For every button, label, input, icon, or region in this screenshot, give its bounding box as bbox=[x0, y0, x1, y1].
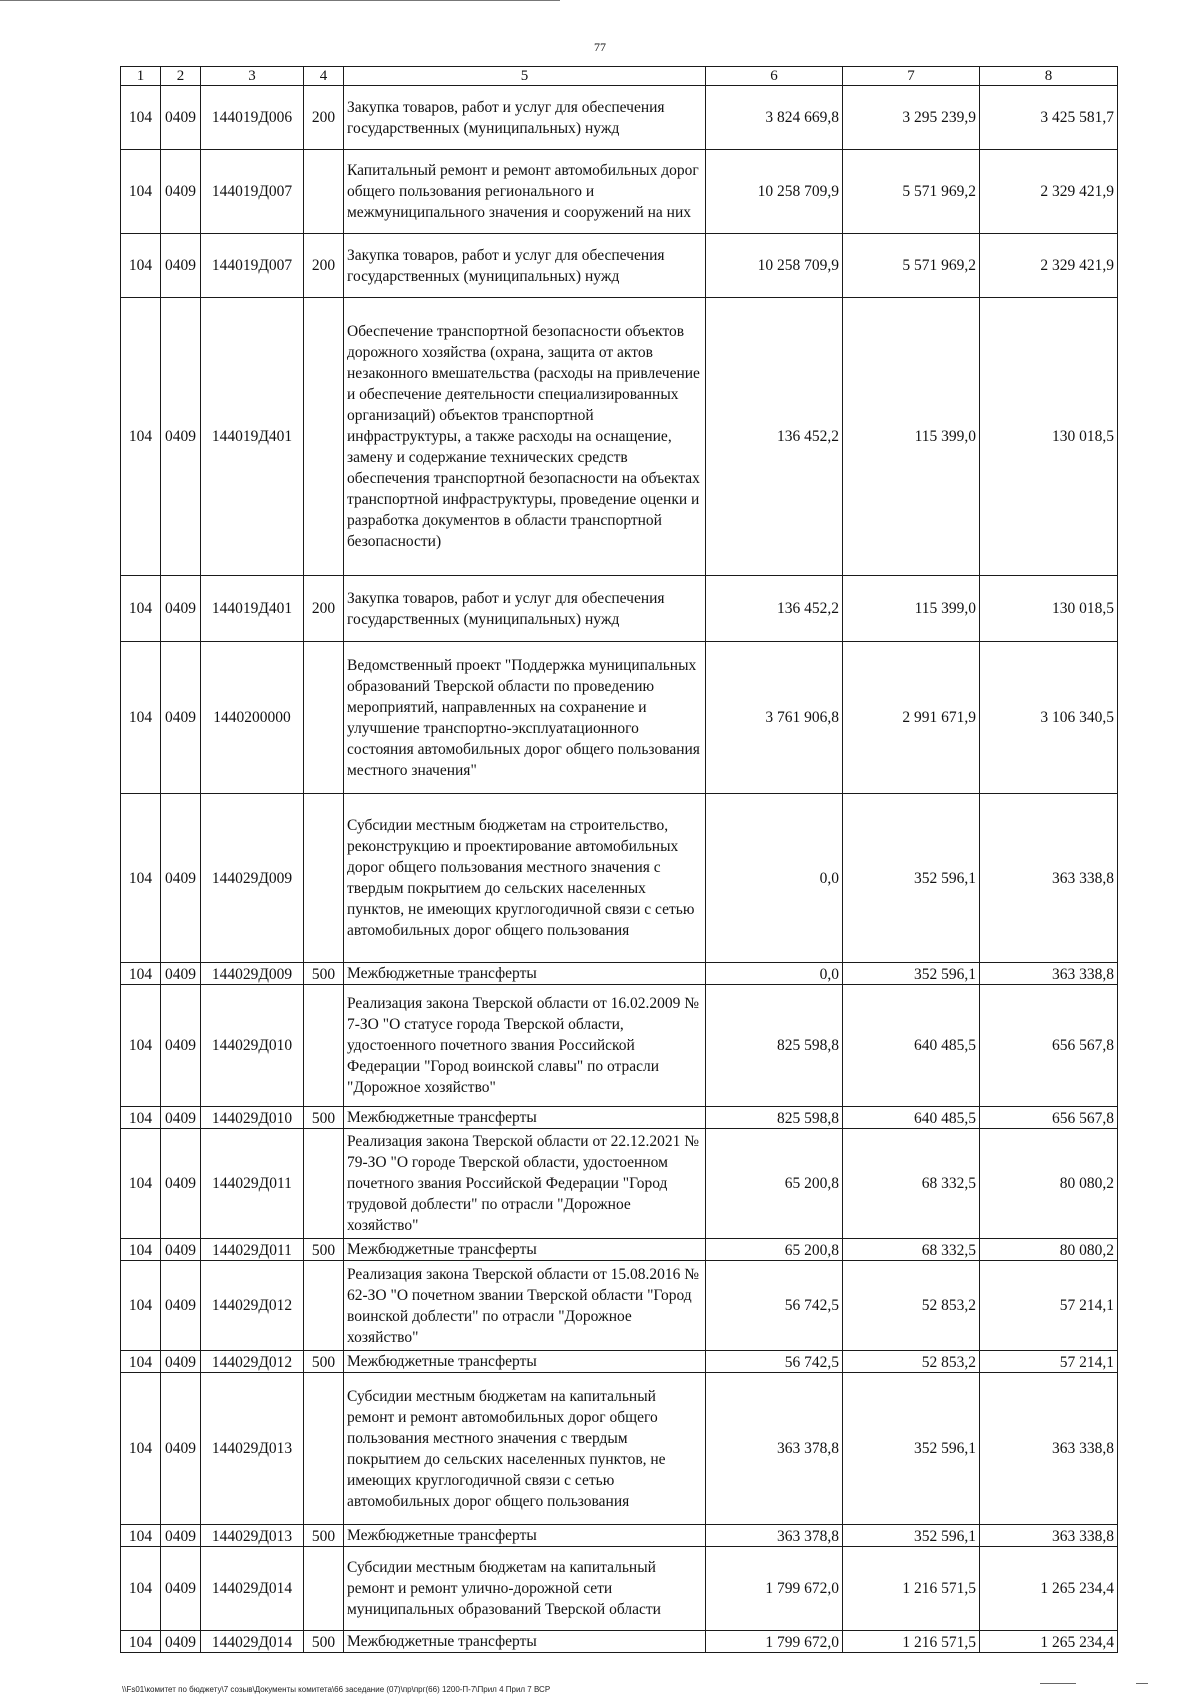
table-row bbox=[121, 1547, 1118, 1631]
cell-code-3: 1440200000 bbox=[201, 642, 304, 794]
cell-description: Субсидии местным бюджетам на строительство, реконструкцию и проектирование автомобильных дорог общего пользования местного значения с твердым покрытием до сельских населенных пунктов, не имеющих круглогодичной связи с сетью автомобильных дорог общего пользования bbox=[344, 794, 706, 963]
table-row bbox=[121, 1525, 1118, 1547]
cell-amount-6: 136 452,2 bbox=[706, 298, 843, 576]
cell-amount-8: 3 106 340,5 bbox=[980, 642, 1118, 794]
cell-amount-7: 3 295 239,9 bbox=[843, 86, 980, 150]
cell-amount-6: 0,0 bbox=[706, 794, 843, 963]
cell-amount-6: 10 258 709,9 bbox=[706, 150, 843, 234]
cell-amount-8: 363 338,8 bbox=[980, 1525, 1118, 1547]
cell-code-2: 0409 bbox=[161, 86, 201, 150]
cell-amount-8: 363 338,8 bbox=[980, 963, 1118, 985]
cell-code-1: 104 bbox=[121, 985, 161, 1107]
cell-amount-7: 5 571 969,2 bbox=[843, 234, 980, 298]
cell-code-4: 200 bbox=[304, 86, 344, 150]
cell-code-1: 104 bbox=[121, 1547, 161, 1631]
cell-description: Субсидии местным бюджетам на капитальный ремонт и ремонт улично-дорожной сети муниципальных образований Тверской области bbox=[344, 1547, 706, 1631]
cell-code-4: 500 bbox=[304, 963, 344, 985]
cell-code-4: 500 bbox=[304, 1631, 344, 1653]
cell-code-3: 144019Д401 bbox=[201, 576, 304, 642]
cell-amount-8: 130 018,5 bbox=[980, 576, 1118, 642]
cell-description: Ведомственный проект "Поддержка муниципальных образований Тверской области по проведению мероприятий, направленных на сохранение и улучшение транспортно-эксплуатационного состояния автомобильных дорог общего пользования местного значения" bbox=[344, 642, 706, 794]
table-row bbox=[121, 86, 1118, 150]
cell-code-1: 104 bbox=[121, 1373, 161, 1525]
cell-amount-6: 65 200,8 bbox=[706, 1129, 843, 1239]
cell-code-3: 144029Д013 bbox=[201, 1373, 304, 1525]
cell-amount-6: 0,0 bbox=[706, 963, 843, 985]
budget-table bbox=[120, 66, 1118, 1653]
table-row bbox=[121, 794, 1118, 963]
cell-description: Межбюджетные трансферты bbox=[344, 1239, 706, 1261]
cell-code-4 bbox=[304, 1547, 344, 1631]
cell-code-4: 500 bbox=[304, 1525, 344, 1547]
cell-code-1: 104 bbox=[121, 150, 161, 234]
cell-description: Межбюджетные трансферты bbox=[344, 1107, 706, 1129]
cell-amount-7: 2 991 671,9 bbox=[843, 642, 980, 794]
cell-code-2: 0409 bbox=[161, 1351, 201, 1373]
table-row bbox=[121, 1129, 1118, 1239]
cell-code-2: 0409 bbox=[161, 1107, 201, 1129]
cell-amount-7: 352 596,1 bbox=[843, 794, 980, 963]
cell-amount-8: 2 329 421,9 bbox=[980, 234, 1118, 298]
cell-code-3: 144029Д010 bbox=[201, 1107, 304, 1129]
cell-code-2: 0409 bbox=[161, 963, 201, 985]
table-row bbox=[121, 234, 1118, 298]
cell-amount-7: 640 485,5 bbox=[843, 985, 980, 1107]
cell-code-4 bbox=[304, 150, 344, 234]
cell-code-3: 144029Д013 bbox=[201, 1525, 304, 1547]
cell-code-3: 144019Д006 bbox=[201, 86, 304, 150]
cell-code-3: 144029Д010 bbox=[201, 985, 304, 1107]
cell-description: Межбюджетные трансферты bbox=[344, 1525, 706, 1547]
column-header: 6 bbox=[706, 67, 843, 86]
cell-amount-6: 56 742,5 bbox=[706, 1261, 843, 1351]
cell-code-4: 200 bbox=[304, 576, 344, 642]
cell-description: Капитальный ремонт и ремонт автомобильных дорог общего пользования регионального и межмуниципального значения и сооружений на них bbox=[344, 150, 706, 234]
cell-amount-8: 130 018,5 bbox=[980, 298, 1118, 576]
cell-code-4 bbox=[304, 298, 344, 576]
cell-amount-7: 68 332,5 bbox=[843, 1129, 980, 1239]
cell-amount-6: 10 258 709,9 bbox=[706, 234, 843, 298]
cell-amount-6: 363 378,8 bbox=[706, 1525, 843, 1547]
header-row bbox=[121, 67, 1118, 86]
cell-amount-7: 1 216 571,5 bbox=[843, 1631, 980, 1653]
cell-amount-7: 352 596,1 bbox=[843, 1373, 980, 1525]
cell-code-3: 144029Д012 bbox=[201, 1261, 304, 1351]
cell-amount-8: 1 265 234,4 bbox=[980, 1631, 1118, 1653]
cell-amount-7: 352 596,1 bbox=[843, 963, 980, 985]
cell-code-3: 144029Д009 bbox=[201, 794, 304, 963]
cell-code-2: 0409 bbox=[161, 642, 201, 794]
footer-file-path: \\Fs01\комитет по бюджету\7 созыв\Документы комитета\66 заседание (07)\пр\прг(66) 1200-П-7\Прил 4 Прил 7 ВСР bbox=[122, 1685, 551, 1694]
cell-description: Обеспечение транспортной безопасности объектов дорожного хозяйства (охрана, защита от актов незаконного вмешательства (расходы на привлечение и обеспечение деятельности специализированных организаций) объектов транспортной инфраструктуры, а также расходы на оснащение, замену и содержание технических средств обеспечения транспортной безопасности на объектах транспортной инфраструктуры, проведение оценки и разработка документов в области транспортной безопасности) bbox=[344, 298, 706, 576]
table-row bbox=[121, 963, 1118, 985]
cell-code-1: 104 bbox=[121, 1631, 161, 1653]
cell-code-1: 104 bbox=[121, 234, 161, 298]
cell-amount-6: 1 799 672,0 bbox=[706, 1631, 843, 1653]
cell-code-2: 0409 bbox=[161, 298, 201, 576]
cell-code-1: 104 bbox=[121, 1129, 161, 1239]
cell-amount-8: 80 080,2 bbox=[980, 1239, 1118, 1261]
cell-amount-7: 640 485,5 bbox=[843, 1107, 980, 1129]
cell-code-2: 0409 bbox=[161, 1525, 201, 1547]
cell-code-1: 104 bbox=[121, 298, 161, 576]
cell-amount-6: 136 452,2 bbox=[706, 576, 843, 642]
cell-description: Закупка товаров, работ и услуг для обеспечения государственных (муниципальных) нужд bbox=[344, 576, 706, 642]
cell-amount-7: 68 332,5 bbox=[843, 1239, 980, 1261]
cell-amount-7: 352 596,1 bbox=[843, 1525, 980, 1547]
cell-amount-8: 656 567,8 bbox=[980, 985, 1118, 1107]
cell-amount-7: 52 853,2 bbox=[843, 1261, 980, 1351]
cell-amount-8: 57 214,1 bbox=[980, 1351, 1118, 1373]
cell-code-2: 0409 bbox=[161, 150, 201, 234]
cell-amount-7: 115 399,0 bbox=[843, 298, 980, 576]
cell-description: Реализация закона Тверской области от 16.02.2009 № 7-ЗО "О статусе города Тверской области, удостоенного почетного звания Российской Федерации "Город воинской славы" по отрасли "Дорожное хозяйство" bbox=[344, 985, 706, 1107]
cell-description: Субсидии местным бюджетам на капитальный ремонт и ремонт автомобильных дорог общего пользования местного значения с твердым покрытием до сельских населенных пунктов, не имеющих круглогодичной связи с сетью автомобильных дорог общего пользования bbox=[344, 1373, 706, 1525]
cell-code-3: 144029Д014 bbox=[201, 1547, 304, 1631]
cell-code-2: 0409 bbox=[161, 1261, 201, 1351]
cell-code-3: 144019Д007 bbox=[201, 150, 304, 234]
cell-code-3: 144029Д011 bbox=[201, 1239, 304, 1261]
cell-description: Закупка товаров, работ и услуг для обеспечения государственных (муниципальных) нужд bbox=[344, 86, 706, 150]
cell-amount-6: 3 761 906,8 bbox=[706, 642, 843, 794]
cell-amount-8: 2 329 421,9 bbox=[980, 150, 1118, 234]
cell-amount-7: 52 853,2 bbox=[843, 1351, 980, 1373]
cell-code-1: 104 bbox=[121, 1239, 161, 1261]
cell-code-2: 0409 bbox=[161, 1373, 201, 1525]
cell-code-1: 104 bbox=[121, 642, 161, 794]
cell-code-4: 500 bbox=[304, 1107, 344, 1129]
column-header: 3 bbox=[201, 67, 304, 86]
cell-code-1: 104 bbox=[121, 86, 161, 150]
cell-code-2: 0409 bbox=[161, 234, 201, 298]
table-row bbox=[121, 1107, 1118, 1129]
cell-code-4 bbox=[304, 1261, 344, 1351]
column-header: 4 bbox=[304, 67, 344, 86]
cell-amount-8: 656 567,8 bbox=[980, 1107, 1118, 1129]
cell-code-3: 144019Д401 bbox=[201, 298, 304, 576]
cell-amount-7: 5 571 969,2 bbox=[843, 150, 980, 234]
table-row bbox=[121, 1373, 1118, 1525]
cell-code-2: 0409 bbox=[161, 794, 201, 963]
cell-code-3: 144019Д007 bbox=[201, 234, 304, 298]
cell-description: Закупка товаров, работ и услуг для обеспечения государственных (муниципальных) нужд bbox=[344, 234, 706, 298]
cell-code-4 bbox=[304, 794, 344, 963]
column-header: 1 bbox=[121, 67, 161, 86]
table-row bbox=[121, 642, 1118, 794]
table-row bbox=[121, 1261, 1118, 1351]
cell-amount-6: 825 598,8 bbox=[706, 985, 843, 1107]
scan-edge-line bbox=[0, 0, 560, 1]
cell-code-3: 144029Д009 bbox=[201, 963, 304, 985]
scan-artifact-line bbox=[1040, 1683, 1076, 1684]
table-row bbox=[121, 298, 1118, 576]
cell-code-2: 0409 bbox=[161, 1547, 201, 1631]
cell-amount-6: 1 799 672,0 bbox=[706, 1547, 843, 1631]
cell-code-2: 0409 bbox=[161, 1631, 201, 1653]
cell-code-2: 0409 bbox=[161, 1239, 201, 1261]
cell-code-4: 200 bbox=[304, 234, 344, 298]
table-row bbox=[121, 1631, 1118, 1653]
cell-amount-6: 65 200,8 bbox=[706, 1239, 843, 1261]
cell-code-3: 144029Д011 bbox=[201, 1129, 304, 1239]
cell-code-2: 0409 bbox=[161, 576, 201, 642]
table-row bbox=[121, 1351, 1118, 1373]
cell-code-4: 500 bbox=[304, 1351, 344, 1373]
cell-amount-8: 57 214,1 bbox=[980, 1261, 1118, 1351]
cell-description: Реализация закона Тверской области от 15.08.2016 № 62-ЗО "О почетном звании Тверской области "Город воинской доблести" по отрасли "Дорожное хозяйство" bbox=[344, 1261, 706, 1351]
cell-code-4: 500 bbox=[304, 1239, 344, 1261]
cell-description: Межбюджетные трансферты bbox=[344, 1351, 706, 1373]
table-row bbox=[121, 985, 1118, 1107]
cell-code-3: 144029Д012 bbox=[201, 1351, 304, 1373]
column-header: 8 bbox=[980, 67, 1118, 86]
cell-code-4 bbox=[304, 1129, 344, 1239]
cell-code-1: 104 bbox=[121, 1351, 161, 1373]
column-header: 7 bbox=[843, 67, 980, 86]
cell-code-4 bbox=[304, 985, 344, 1107]
cell-description: Реализация закона Тверской области от 22.12.2021 № 79-ЗО "О городе Тверской области, удостоенном почетного звания Российской Федерации "Город трудовой доблести" по отрасли "Дорожное хозяйство" bbox=[344, 1129, 706, 1239]
cell-code-4 bbox=[304, 1373, 344, 1525]
column-header: 5 bbox=[344, 67, 706, 86]
cell-amount-8: 363 338,8 bbox=[980, 1373, 1118, 1525]
cell-code-3: 144029Д014 bbox=[201, 1631, 304, 1653]
cell-amount-8: 1 265 234,4 bbox=[980, 1547, 1118, 1631]
cell-code-1: 104 bbox=[121, 576, 161, 642]
cell-amount-7: 1 216 571,5 bbox=[843, 1547, 980, 1631]
cell-code-1: 104 bbox=[121, 1525, 161, 1547]
cell-description: Межбюджетные трансферты bbox=[344, 1631, 706, 1653]
page-number: 77 bbox=[594, 40, 606, 54]
cell-amount-8: 3 425 581,7 bbox=[980, 86, 1118, 150]
cell-amount-6: 363 378,8 bbox=[706, 1373, 843, 1525]
cell-amount-8: 80 080,2 bbox=[980, 1129, 1118, 1239]
cell-code-1: 104 bbox=[121, 1261, 161, 1351]
table-row bbox=[121, 1239, 1118, 1261]
cell-code-1: 104 bbox=[121, 963, 161, 985]
cell-code-1: 104 bbox=[121, 1107, 161, 1129]
table-row bbox=[121, 576, 1118, 642]
column-header: 2 bbox=[161, 67, 201, 86]
scan-artifact-line bbox=[1136, 1683, 1148, 1684]
cell-amount-6: 825 598,8 bbox=[706, 1107, 843, 1129]
cell-amount-6: 3 824 669,8 bbox=[706, 86, 843, 150]
cell-amount-8: 363 338,8 bbox=[980, 794, 1118, 963]
table-row bbox=[121, 150, 1118, 234]
cell-amount-6: 56 742,5 bbox=[706, 1351, 843, 1373]
cell-code-1: 104 bbox=[121, 794, 161, 963]
cell-code-2: 0409 bbox=[161, 1129, 201, 1239]
cell-amount-7: 115 399,0 bbox=[843, 576, 980, 642]
cell-code-2: 0409 bbox=[161, 985, 201, 1107]
cell-description: Межбюджетные трансферты bbox=[344, 963, 706, 985]
cell-code-4 bbox=[304, 642, 344, 794]
